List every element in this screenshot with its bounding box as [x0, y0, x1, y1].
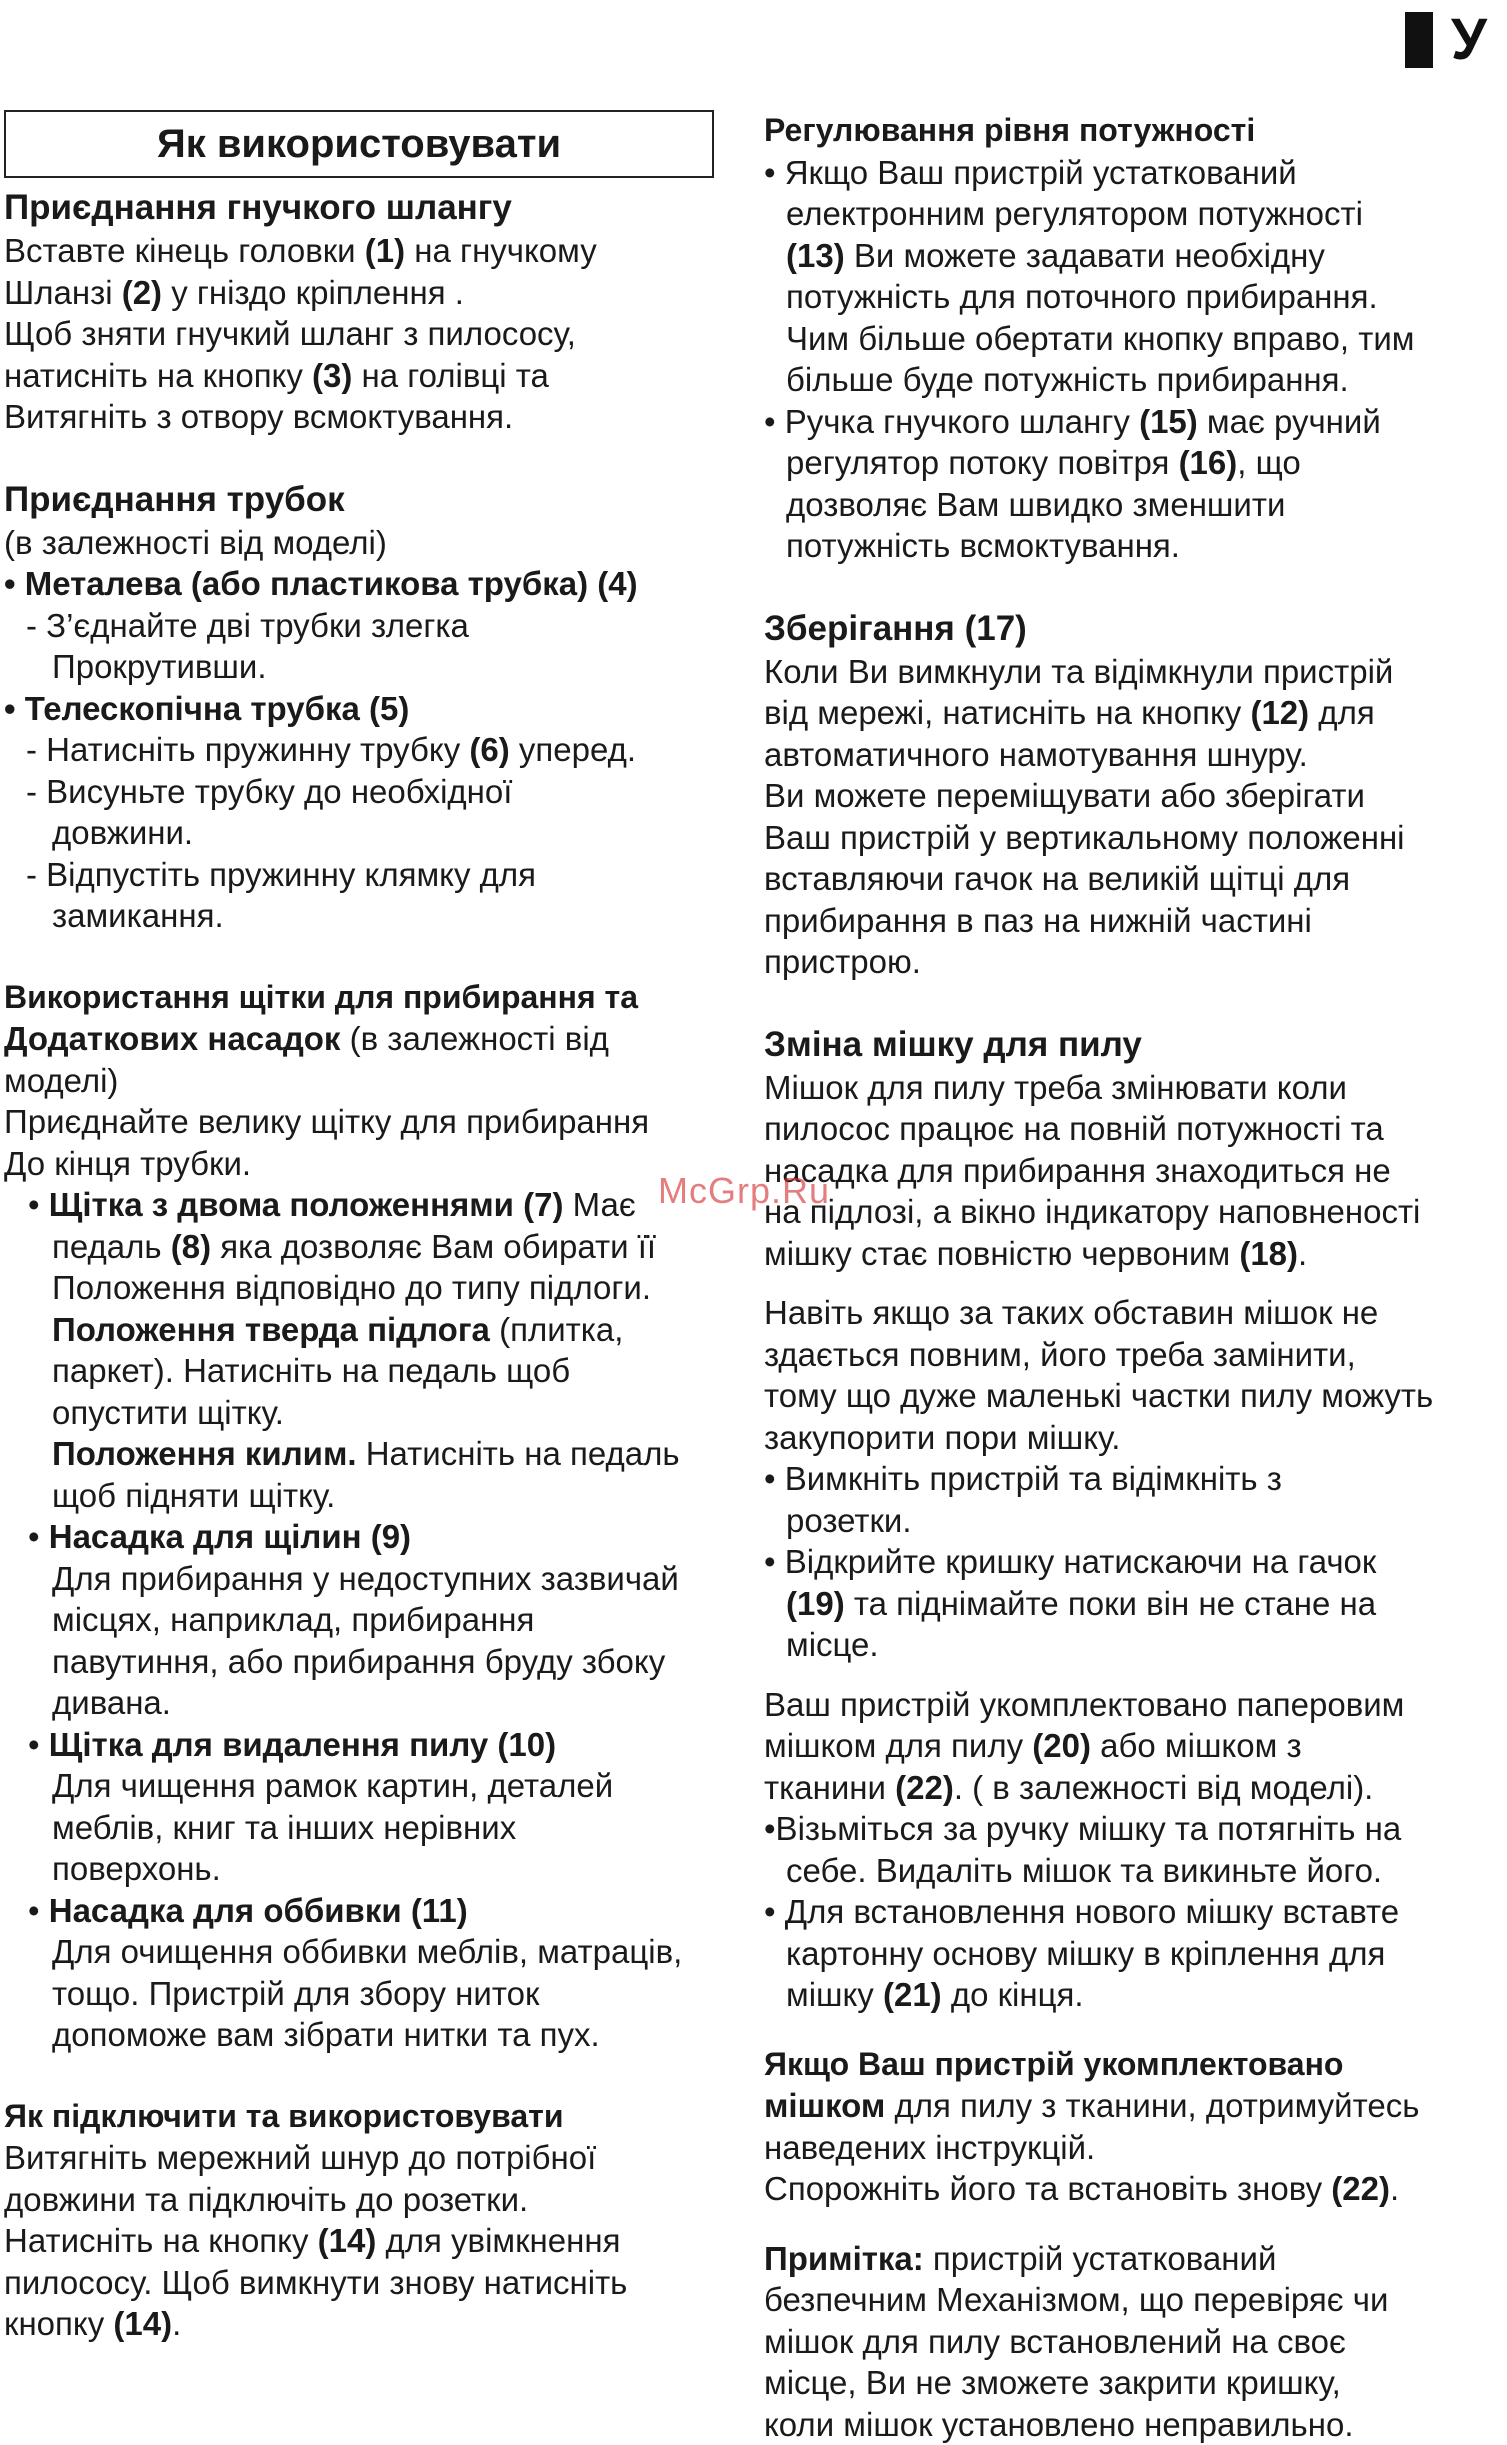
storage-line-8: пристрою. — [764, 941, 1504, 983]
telescopic-line-3: довжини. — [4, 812, 744, 854]
power-b1-line-4: потужність для поточного прибирання. — [764, 276, 1504, 318]
fabric-line-2: мішком для пилу з тканини, дотримуйтесь — [764, 2085, 1504, 2127]
bag-bullet3-line-1: •Візьміться за ручку мішку та потягніть на — [764, 1808, 1504, 1850]
storage-heading: Зберігання (17) — [764, 607, 1504, 651]
language-marker — [1405, 12, 1487, 68]
brush-intro-1: Приєднайте велику щітку для прибирання — [4, 1101, 744, 1143]
bag-para2-line-4: закупорити пори мішку. — [764, 1417, 1504, 1459]
bag-line-1: Мішок для пилу треба змінювати коли — [764, 1067, 1504, 1109]
dust-brush-line-2: меблів, книг та інших нерівних — [4, 1807, 744, 1849]
storage-line-2: від мережі, натисніть на кнопку (12) для — [764, 692, 1504, 734]
power-heading: Регулювання рівня потужності — [764, 110, 1504, 152]
brush-heading-2: Додаткових насадок (в залежності від — [4, 1018, 744, 1060]
connect-heading: Як підключити та використовувати — [4, 2096, 744, 2138]
dust-brush-line-3: поверхонь. — [4, 1848, 744, 1890]
brush-intro-2: До кінця трубки. — [4, 1143, 744, 1185]
crevice-line-3: павутиння, або прибирання бруду збоку — [4, 1641, 744, 1683]
telescopic-line-5: замикання. — [4, 895, 744, 937]
hose-heading: Приєднання гнучкого шлангу — [4, 186, 744, 230]
brush-heading-3: моделі) — [4, 1060, 744, 1102]
bag-bullet1-line-1: • Вимкніть пристрій та відімкніть з — [764, 1458, 1504, 1500]
bag-bullet4-line-1: • Для встановлення нового мішку вставте — [764, 1891, 1504, 1933]
brush-heading-1: Використання щітки для прибирання та — [4, 977, 744, 1019]
power-b1-line-3: (13) Ви можете задавати необхідну — [764, 235, 1504, 277]
hose-line-3: Щоб зняти гнучкий шланг з пилососу, — [4, 313, 744, 355]
note-line-5: коли мішок установлено неправильно. — [764, 2404, 1504, 2445]
tubes-heading: Приєднання трубок — [4, 478, 744, 522]
telescopic-line-4: - Відпустіть пружинну клямку для — [4, 854, 744, 896]
note-line-1: Примітка: пристрій устаткований — [764, 2238, 1504, 2280]
bag-para2-line-2: здається повним, його треба замінити, — [764, 1334, 1504, 1376]
bag-line-3: насадка для прибирання знаходиться не — [764, 1150, 1504, 1192]
brush-section — [4, 977, 744, 2056]
bag-para2-line-3: тому що дуже маленькі частки пилу можуть — [764, 1375, 1504, 1417]
bag-bullet4-line-2: картонну основу мішку в кріплення для — [764, 1933, 1504, 1975]
bag-bullet3-line-2: себе. Видаліть мішок та викиньте його. — [764, 1850, 1504, 1892]
bag-bullet2-line-2: (19) та піднімайте поки він не стане на — [764, 1583, 1504, 1625]
storage-line-1: Коли Ви вимкнули та відімкнули пристрій — [764, 651, 1504, 693]
dust-brush-title: • Щітка для видалення пилу (10) — [4, 1724, 744, 1766]
bag-para3-line-1: Ваш пристрій укомплектовано паперовим — [764, 1684, 1504, 1726]
storage-line-6: вставляючи гачок на великій щітці для — [764, 858, 1504, 900]
metal-tube-item: • Металева (або пластикова трубка) (4) — [4, 563, 744, 605]
note-section — [764, 2238, 1504, 2445]
power-b2-line-1: • Ручка гнучкого шлангу (15) має ручний — [764, 401, 1504, 443]
bag-heading: Зміна мішку для пилу — [764, 1023, 1504, 1067]
power-b1-line-6: більше буде потужність прибирання. — [764, 359, 1504, 401]
left-column — [4, 110, 744, 2345]
bag-section — [764, 1023, 1504, 2016]
power-b1-line-5: Чим більше обертати кнопку вправо, тим — [764, 318, 1504, 360]
hard-floor-line-3: опустити щітку. — [4, 1392, 744, 1434]
bag-bullet2-line-3: місце. — [764, 1624, 1504, 1666]
upholstery-line-1: Для очищення оббивки меблів, матраців, — [4, 1931, 744, 1973]
crevice-line-4: дивана. — [4, 1682, 744, 1724]
power-b2-line-2: регулятор потоку повітря (16), що — [764, 442, 1504, 484]
crevice-line-1: Для прибирання у недоступних зазвичай — [4, 1558, 744, 1600]
upholstery-line-2: тощо. Пристрій для збору ниток — [4, 1973, 744, 2015]
bag-para3-line-3: тканини (22). ( в залежності від моделі). — [764, 1767, 1504, 1809]
fabric-line-3: наведених інструкцій. — [764, 2127, 1504, 2169]
connect-line-2: довжини та підключіть до розетки. — [4, 2179, 744, 2221]
hose-line-2: Шланзі (2) у гніздо кріплення . — [4, 272, 744, 314]
two-position-line-1: • Щітка з двома положеннями (7) Має — [4, 1184, 744, 1226]
connect-line-1: Витягніть мережний шнур до потрібної — [4, 2137, 744, 2179]
storage-section — [764, 607, 1504, 983]
connect-line-5: кнопку (14). — [4, 2303, 744, 2345]
storage-line-5: Ваш пристрій у вертикальному положенні — [764, 817, 1504, 859]
storage-line-7: прибирання в паз на нижній частині — [764, 900, 1504, 942]
language-letter: У — [1451, 12, 1487, 68]
telescopic-line-2: - Висуньте трубку до необхідної — [4, 771, 744, 813]
bag-bullet4-line-3: мішку (21) до кінця. — [764, 1974, 1504, 2016]
section-title-box: Як використовувати — [4, 110, 714, 178]
upholstery-line-3: допоможе вам зібрати нитки та пух. — [4, 2014, 744, 2056]
fabric-bag-section — [764, 2044, 1504, 2210]
dust-brush-line-1: Для чищення рамок картин, деталей — [4, 1765, 744, 1807]
power-b2-line-4: потужність всмоктування. — [764, 525, 1504, 567]
hard-floor-line-1: Положення тверда підлога (плитка, — [4, 1309, 744, 1351]
bag-line-5: мішку стає повністю червоним (18). — [764, 1233, 1504, 1275]
bag-bullet1-line-2: розетки. — [764, 1500, 1504, 1542]
tubes-note: (в залежності від моделі) — [4, 522, 744, 564]
bag-line-4: на підлозі, а вікно індикатору наповненості — [764, 1191, 1504, 1233]
hose-line-4: натисніть на кнопку (3) на голівці та — [4, 355, 744, 397]
power-b2-line-3: дозволяє Вам швидко зменшити — [764, 484, 1504, 526]
power-b1-line-1: • Якщо Ваш пристрій устаткований — [764, 152, 1504, 194]
connect-line-4: пилососу. Щоб вимкнути знову натисніть — [4, 2262, 744, 2304]
upholstery-title: • Насадка для оббивки (11) — [4, 1890, 744, 1932]
language-marker-bar — [1405, 12, 1433, 68]
tubes-section — [4, 478, 744, 937]
two-position-line-2: педаль (8) яка дозволяє Вам обирати її — [4, 1226, 744, 1268]
telescopic-line-1: - Натисніть пружинну трубку (6) уперед. — [4, 729, 744, 771]
bag-line-2: пилосос працює на повній потужності та — [764, 1108, 1504, 1150]
crevice-title: • Насадка для щілин (9) — [4, 1516, 744, 1558]
right-column — [764, 110, 1504, 2445]
note-line-3: мішок для пилу встановлений на своє — [764, 2321, 1504, 2363]
bag-para3-line-2: мішком для пилу (20) або мішком з — [764, 1725, 1504, 1767]
bag-para2-line-1: Навіть якщо за таких обставин мішок не — [764, 1292, 1504, 1334]
metal-tube-line-1: - З’єднайте дві трубки злегка — [4, 605, 744, 647]
note-line-4: місце, Ви не зможете закрити кришку, — [764, 2362, 1504, 2404]
bag-bullet2-line-1: • Відкрийте кришку натискаючи на гачок — [764, 1541, 1504, 1583]
telescopic-tube-item: • Телескопічна трубка (5) — [4, 688, 744, 730]
connect-section — [4, 2096, 744, 2345]
hose-line-1: Вставте кінець головки (1) на гнучкому — [4, 230, 744, 272]
power-section — [764, 110, 1504, 567]
fabric-line-4: Спорожніть його та встановіть знову (22). — [764, 2168, 1504, 2210]
watermark-text: McGrp.Ru — [658, 1170, 830, 1212]
two-position-line-3: Положення відповідно до типу підлоги. — [4, 1267, 744, 1309]
connect-line-3: Натисніть на кнопку (14) для увімкнення — [4, 2220, 744, 2262]
carpet-line-1: Положення килим. Натисніть на педаль — [4, 1433, 744, 1475]
storage-line-3: автоматичного намотування шнуру. — [764, 734, 1504, 776]
note-line-2: безпечним Механізмом, що перевіряє чи — [764, 2279, 1504, 2321]
fabric-line-1: Якщо Ваш пристрій укомплектовано — [764, 2044, 1504, 2086]
power-b1-line-2: електронним регулятором потужності — [764, 193, 1504, 235]
hard-floor-line-2: паркет). Натисніть на педаль щоб — [4, 1350, 744, 1392]
hose-line-5: Витягніть з отвору всмоктування. — [4, 396, 744, 438]
crevice-line-2: місцях, наприклад, прибирання — [4, 1599, 744, 1641]
hose-section — [4, 186, 744, 438]
storage-line-4: Ви можете переміщувати або зберігати — [764, 775, 1504, 817]
carpet-line-2: щоб підняти щітку. — [4, 1475, 744, 1517]
metal-tube-line-2: Прокрутивши. — [4, 646, 744, 688]
